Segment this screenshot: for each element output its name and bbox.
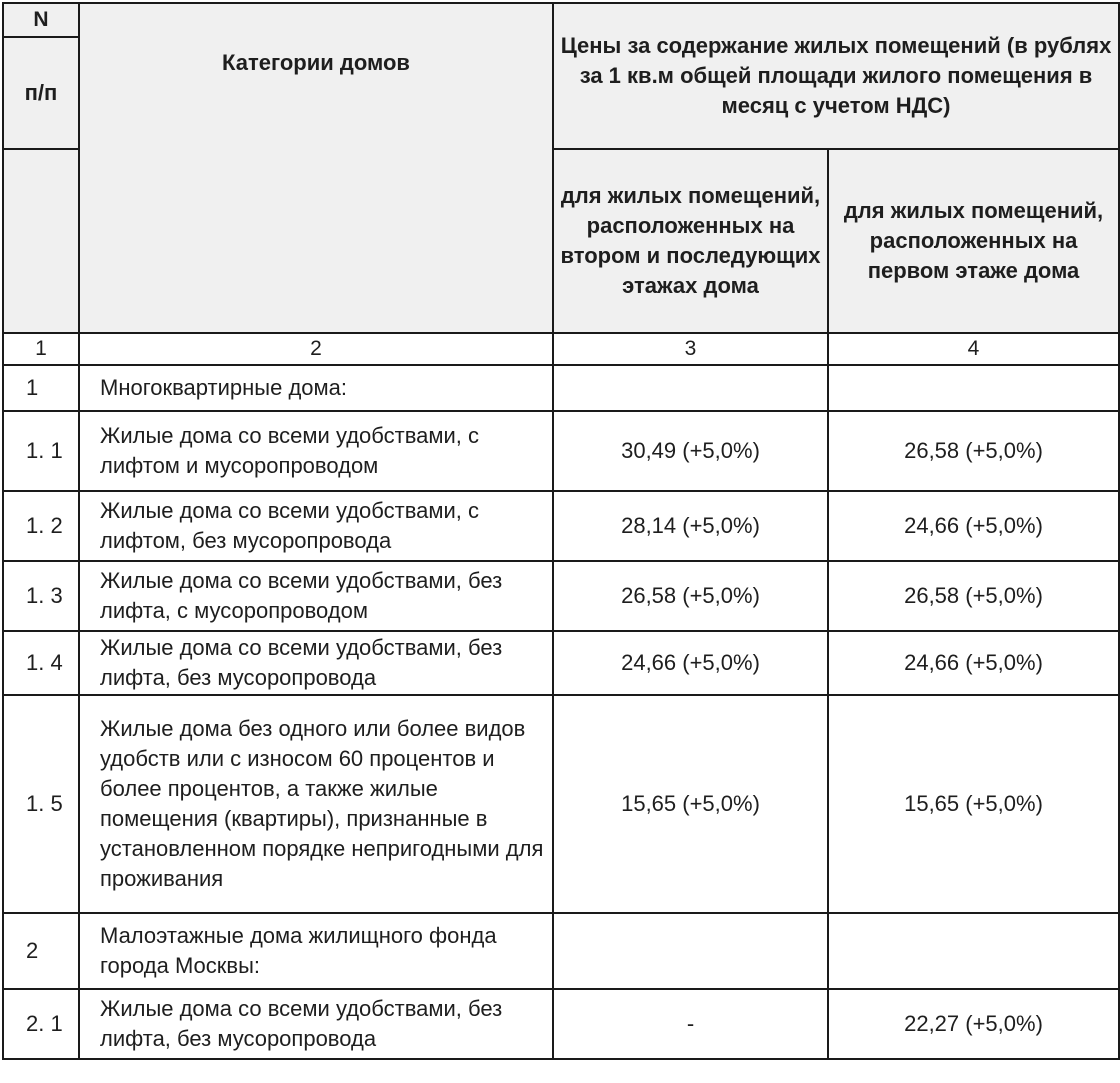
price-first-floor: 26,58 (+5,0%) xyxy=(828,561,1119,631)
row-number: 1. 5 xyxy=(3,695,79,913)
row-number: 2 xyxy=(3,913,79,989)
price-table xyxy=(2,2,1120,1060)
column-number: 2 xyxy=(79,333,553,365)
row-category: Жилые дома со всеми удобствами, с лифтом, без мусоропровода xyxy=(79,491,553,561)
column-number-row xyxy=(3,333,1119,365)
row-number: 1. 1 xyxy=(3,411,79,491)
row-number: 2. 1 xyxy=(3,989,79,1059)
price-upper-floors: - xyxy=(553,989,828,1059)
header-n: N xyxy=(3,3,79,37)
price-first-floor: 24,66 (+5,0%) xyxy=(828,631,1119,695)
price-upper-floors: 30,49 (+5,0%) xyxy=(553,411,828,491)
price-first-floor xyxy=(828,913,1119,989)
table-row xyxy=(3,365,1119,411)
price-upper-floors: 26,58 (+5,0%) xyxy=(553,561,828,631)
table-row xyxy=(3,491,1119,561)
table-row xyxy=(3,695,1119,913)
price-upper-floors xyxy=(553,913,828,989)
table-row xyxy=(3,913,1119,989)
header-col-first-floor: для жилых помещений, расположенных на первом этаже дома xyxy=(828,149,1119,333)
price-upper-floors: 24,66 (+5,0%) xyxy=(553,631,828,695)
price-first-floor: 24,66 (+5,0%) xyxy=(828,491,1119,561)
price-upper-floors: 15,65 (+5,0%) xyxy=(553,695,828,913)
row-number: 1. 2 xyxy=(3,491,79,561)
price-first-floor xyxy=(828,365,1119,411)
row-category: Жилые дома без одного или более видов удобств или с износом 60 процентов и более процентов, а также жилые помещения (квартиры), признанные в установленном порядке непригодными для проживания xyxy=(79,695,553,913)
row-category: Жилые дома со всеми удобствами, без лифта, без мусоропровода xyxy=(79,989,553,1059)
row-category: Жилые дома со всеми удобствами, без лифта, с мусоропроводом xyxy=(79,561,553,631)
row-category: Малоэтажные дома жилищного фонда города Москвы: xyxy=(79,913,553,989)
header-price-title: Цены за содержание жилых помещений (в рублях за 1 кв.м общей площади жилого помещения в месяц с учетом НДС) xyxy=(553,3,1119,149)
price-first-floor: 15,65 (+5,0%) xyxy=(828,695,1119,913)
row-category: Жилые дома со всеми удобствами, без лифта, без мусоропровода xyxy=(79,631,553,695)
header-categories xyxy=(79,3,553,333)
header-pp: п/п xyxy=(3,37,79,149)
price-upper-floors xyxy=(553,365,828,411)
table-row xyxy=(3,411,1119,491)
row-category: Многоквартирные дома: xyxy=(79,365,553,411)
table-row xyxy=(3,989,1119,1059)
column-number: 1 xyxy=(3,333,79,365)
column-number: 4 xyxy=(828,333,1119,365)
price-upper-floors: 28,14 (+5,0%) xyxy=(553,491,828,561)
row-number: 1. 4 xyxy=(3,631,79,695)
row-number: 1 xyxy=(3,365,79,411)
header-blank xyxy=(3,149,79,333)
table-row xyxy=(3,631,1119,695)
table-row xyxy=(3,561,1119,631)
row-category: Жилые дома со всеми удобствами, с лифтом и мусоропроводом xyxy=(79,411,553,491)
column-number: 3 xyxy=(553,333,828,365)
price-first-floor: 22,27 (+5,0%) xyxy=(828,989,1119,1059)
header-col-upper-floors: для жилых помещений, расположенных на втором и последующих этажах дома xyxy=(553,149,828,333)
row-number: 1. 3 xyxy=(3,561,79,631)
header-categories-label: Категории домов xyxy=(222,50,410,75)
price-first-floor: 26,58 (+5,0%) xyxy=(828,411,1119,491)
